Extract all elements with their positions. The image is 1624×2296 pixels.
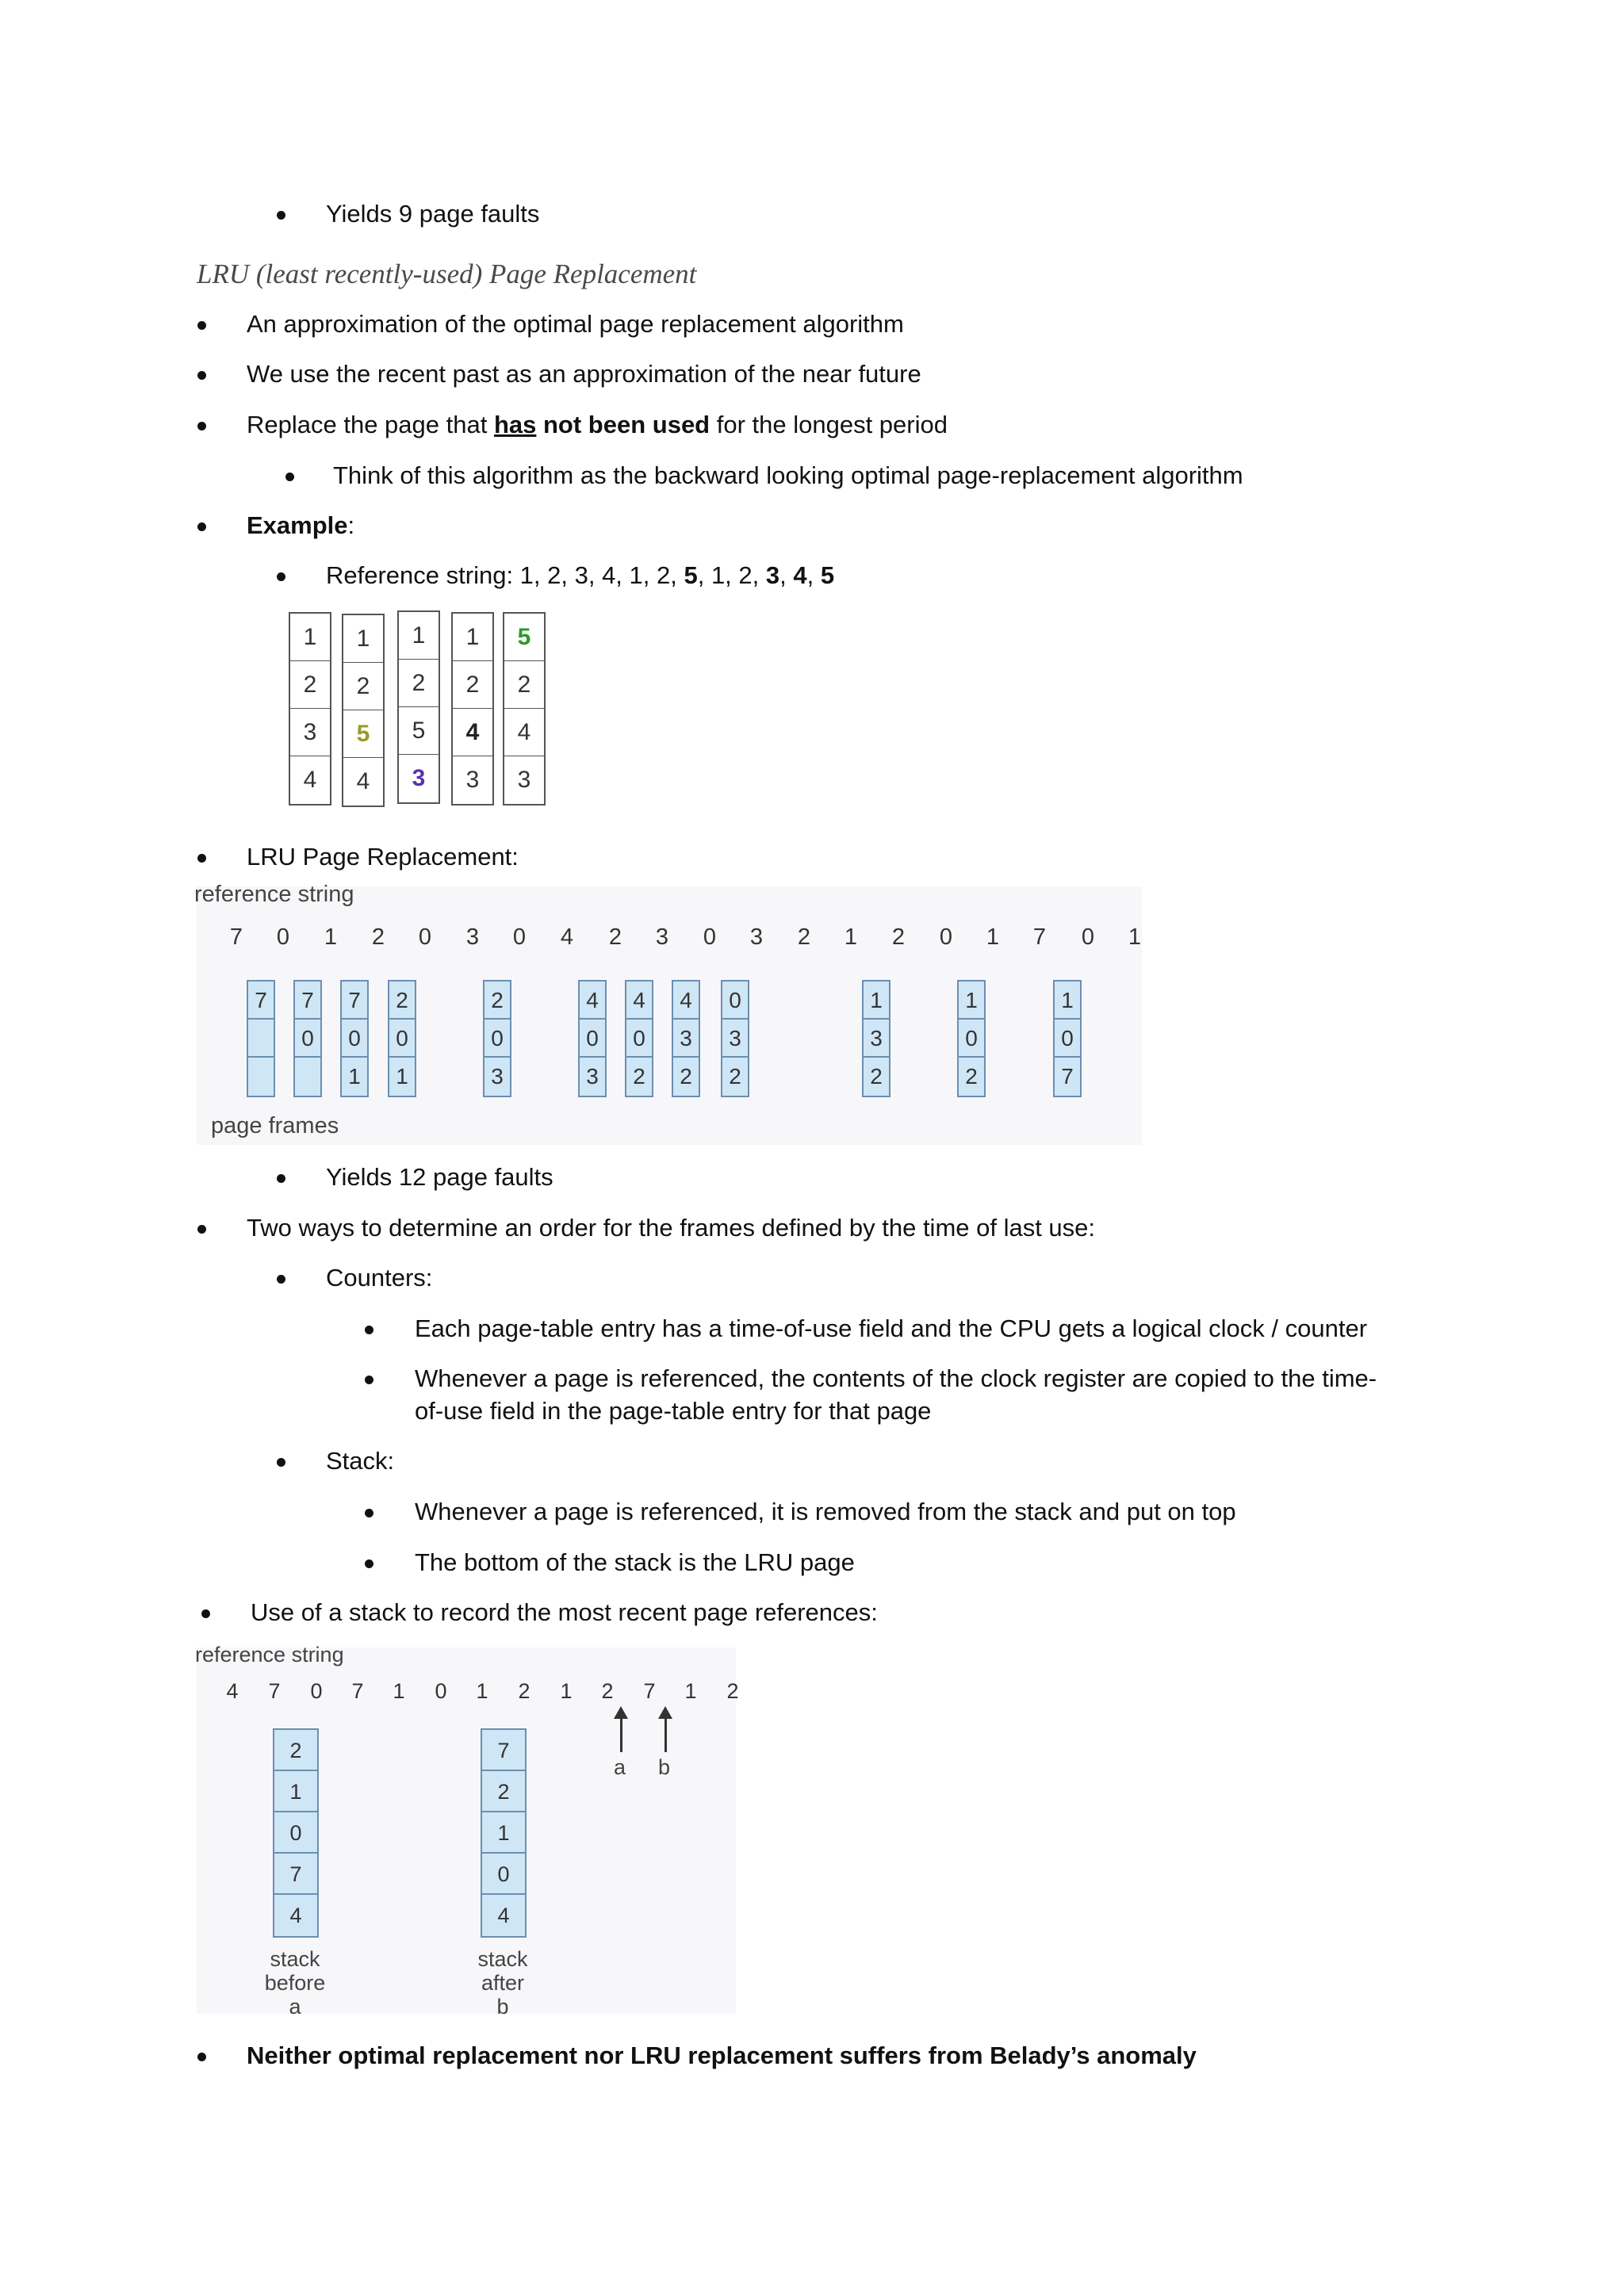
page-frame-cell: 3: [722, 1020, 748, 1058]
replace-not-used: not been used: [536, 411, 710, 438]
stack-cell: 1: [482, 1812, 525, 1854]
page-frame-cell: 7: [342, 982, 367, 1020]
stack-cell: 1: [274, 1771, 317, 1812]
reference-number: 2: [371, 924, 385, 950]
page-frame-column: [247, 980, 275, 1097]
counters-label: Counters:: [326, 1264, 433, 1292]
frame-cell: 2: [343, 663, 383, 710]
belady-text: Neither optimal replacement nor LRU replacement suffers from Belady’s anomaly: [247, 2042, 1197, 2069]
stack-reference-number: 4: [226, 1679, 239, 1703]
reference-number: 1: [324, 924, 338, 950]
ref-b1: 5: [684, 561, 698, 589]
caption-line: before: [264, 1971, 326, 1995]
page-frame-column: [862, 980, 891, 1097]
page-frame-cell: 2: [965, 1064, 978, 1089]
stack-reference-number: 7: [351, 1679, 364, 1703]
reference-number: 3: [465, 924, 480, 950]
frame-cell: 2: [290, 661, 330, 709]
stack-reference-number: 7: [643, 1679, 656, 1703]
page-frame-cell: 2: [729, 1064, 741, 1089]
page-frame-cell: 1: [959, 982, 984, 1020]
page-frame-column: [672, 980, 700, 1097]
reference-number: 0: [939, 924, 953, 950]
frame-cell: 4: [504, 709, 544, 756]
page-frame-cell: 1: [396, 1064, 408, 1089]
arrow-a-shaft: [620, 1717, 622, 1752]
page-frame-cell: 0: [722, 982, 748, 1020]
bullet-two-ways: Two ways to determine an order for the frames defined by the time of last use:: [247, 1214, 1096, 1242]
page-frame-cell: 4: [626, 982, 652, 1020]
page-frame-column: [483, 980, 511, 1097]
reference-string-line: [326, 560, 834, 591]
stack-reference-number: 1: [560, 1679, 573, 1703]
arrow-a-label: a: [614, 1755, 626, 1779]
ref-b3: 4: [793, 561, 807, 589]
page-frame-cell: 0: [626, 1020, 652, 1058]
bullet-dot: [277, 1458, 285, 1467]
frame-cell: 4: [453, 709, 492, 756]
reference-number: 2: [608, 924, 622, 950]
caption-line: stack: [477, 1947, 528, 1971]
page-frame-cell: [248, 1020, 274, 1058]
bullet-dot: [365, 1326, 373, 1334]
reference-number: 3: [655, 924, 669, 950]
page-frame-cell: 2: [633, 1064, 645, 1089]
page-frame-cell: [295, 1058, 320, 1096]
page-frame-column: [1053, 980, 1082, 1097]
bullet-dot: [277, 1174, 285, 1183]
stack-cell: 0: [274, 1812, 317, 1854]
stack-reference-number: 0: [310, 1679, 323, 1703]
reference-number: 4: [560, 924, 574, 950]
frame-cell: 1: [290, 614, 330, 661]
reference-number: 1: [844, 924, 858, 950]
frame-cell: 4: [303, 767, 317, 793]
bullet-use-stack: Use of a stack to record the most recent page references:: [251, 1598, 878, 1626]
bullet-dot: [197, 422, 206, 430]
frame-cell: 3: [412, 765, 426, 791]
page-frame-cell: 0: [342, 1020, 367, 1058]
caption-line: b: [496, 1995, 509, 2019]
stack-after-caption: [455, 1947, 550, 2019]
stack-after: [481, 1728, 527, 1938]
stack-reference-number: 7: [268, 1679, 281, 1703]
frame-cell: 3: [465, 767, 480, 793]
page-frame-cell: 3: [586, 1064, 599, 1089]
reference-number: 3: [749, 924, 764, 950]
counter-item: Whenever a page is referenced, the contents of the clock register are copied to the time-: [415, 1364, 1377, 1392]
bullet-dot: [197, 321, 206, 330]
bullet-dot: [201, 1609, 210, 1618]
stack-reference-number: 1: [393, 1679, 405, 1703]
yields-12-text: Yields 12 page faults: [326, 1163, 553, 1191]
page-frame-cell: 2: [870, 1064, 883, 1089]
reference-number: 7: [229, 924, 243, 950]
frame-cell: 2: [504, 661, 544, 709]
section-heading: LRU (least recently-used) Page Replacement: [197, 258, 697, 289]
caption-line: a: [289, 1995, 301, 2019]
page-frame-cell: 3: [491, 1064, 504, 1089]
page-frame-column: [957, 980, 986, 1097]
page-frame-column: [625, 980, 653, 1097]
bullet-dot: [277, 211, 285, 220]
ref-b2: 3: [765, 561, 780, 589]
arrow-b-label: b: [658, 1755, 671, 1779]
bullet-think: Think of this algorithm as the backward looking optimal page-replacement algorithm: [333, 461, 1243, 489]
example-column: [503, 612, 546, 806]
page-frame-cell: 3: [673, 1020, 699, 1058]
page-frame-cell: 2: [485, 982, 510, 1020]
reference-number: 2: [797, 924, 811, 950]
example-column: [342, 614, 385, 807]
page-frame-cell: 2: [389, 982, 415, 1020]
reference-number: 0: [418, 924, 432, 950]
bullet-dot: [365, 1509, 373, 1517]
example-colon: :: [347, 511, 355, 539]
page-frame-cell: 7: [248, 982, 274, 1020]
stack-reference-number: 1: [476, 1679, 488, 1703]
replace-has: has: [493, 411, 537, 438]
stack-reference-number: 2: [601, 1679, 614, 1703]
stack-item: Whenever a page is referenced, it is removed from the stack and put on top: [415, 1498, 1236, 1525]
bullet-dot: [277, 572, 285, 581]
stack-before: [273, 1728, 319, 1938]
reference-number: 0: [276, 924, 290, 950]
bullet-dot: [365, 1376, 373, 1384]
stack-cell: 4: [497, 1904, 510, 1927]
reference-string-caption: reference string: [194, 882, 354, 907]
ref-sep1: ,: [779, 561, 794, 589]
stack-cell: 0: [482, 1854, 525, 1895]
reference-number: 0: [1081, 924, 1095, 950]
ref-mid: , 1, 2,: [697, 561, 766, 589]
yields-9-text: Yields 9 page faults: [326, 200, 540, 228]
ref-prefix: Reference string: 1, 2, 3, 4, 1, 2,: [326, 561, 684, 589]
page-frame-column: [293, 980, 322, 1097]
bullet-example: [247, 510, 354, 541]
page-frame-cell: 0: [580, 1020, 605, 1058]
page-frame-column: [388, 980, 416, 1097]
frame-cell: 4: [356, 768, 370, 794]
bullet-dot: [197, 854, 206, 863]
stack-reference-number: 2: [518, 1679, 530, 1703]
page-frame-cell: 1: [348, 1064, 361, 1089]
ref-b4: 5: [820, 561, 835, 589]
page-frame-cell: 0: [485, 1020, 510, 1058]
page-frame-cell: 4: [580, 982, 605, 1020]
page-frame-cell: 0: [959, 1020, 984, 1058]
page-frame-column: [721, 980, 749, 1097]
page-frames-caption: page frames: [211, 1113, 339, 1138]
example-column: [289, 612, 331, 806]
replace-suffix: for the longest period: [710, 411, 948, 438]
stack-cell: 7: [274, 1854, 317, 1895]
stack-cell: 2: [482, 1771, 525, 1812]
frame-cell: 3: [290, 709, 330, 756]
page-frame-cell: 0: [389, 1020, 415, 1058]
stack-cell: 7: [482, 1730, 525, 1771]
bullet-dot: [277, 1275, 285, 1284]
reference-number: 7: [1032, 924, 1047, 950]
arrow-b-shaft: [665, 1717, 667, 1752]
reference-number: 1: [1128, 924, 1142, 950]
frame-cell: 5: [399, 707, 439, 755]
replace-prefix: Replace the page that: [247, 411, 494, 438]
stack-reference-number: 2: [726, 1679, 739, 1703]
example-column: [397, 610, 440, 804]
caption-line: after: [481, 1971, 525, 1995]
bullet-dot: [285, 473, 294, 481]
frame-cell: 5: [504, 614, 544, 661]
stack-reference-number: 0: [435, 1679, 447, 1703]
caption-line: stack: [270, 1947, 320, 1971]
stack-item: The bottom of the stack is the LRU page: [415, 1548, 855, 1576]
page-frame-column: [578, 980, 607, 1097]
stack-label: Stack:: [326, 1447, 395, 1475]
bullet-replace: [247, 409, 948, 441]
reference-number: 0: [512, 924, 527, 950]
page-frame-cell: 7: [295, 982, 320, 1020]
page-frame-cell: 4: [673, 982, 699, 1020]
page-frame-column: [340, 980, 369, 1097]
example-column: [451, 612, 494, 806]
bullet-dot: [197, 522, 206, 531]
page-frame-cell: 0: [1055, 1020, 1080, 1058]
page-frame-cell: 7: [1061, 1064, 1074, 1089]
page-frame-cell: 1: [864, 982, 889, 1020]
counter-item-continued: of-use field in the page-table entry for that page: [415, 1397, 932, 1425]
bullet-recent-past: We use the recent past as an approximation of the near future: [247, 360, 921, 388]
lru-label: LRU Page Replacement:: [247, 843, 519, 871]
stack-reference-number: 1: [684, 1679, 697, 1703]
stack-cell: 2: [274, 1730, 317, 1771]
frame-cell: 2: [399, 660, 439, 707]
stack-cell: 4: [289, 1904, 302, 1927]
reference-number: 1: [986, 924, 1000, 950]
belady-statement: [247, 2040, 1197, 2072]
frame-cell: 1: [399, 612, 439, 660]
stack-before-caption: [247, 1947, 343, 2019]
page-frame-cell: 0: [295, 1020, 320, 1058]
example-label: Example: [247, 511, 348, 539]
frame-cell: 1: [453, 614, 492, 661]
page-frame-cell: 1: [1055, 982, 1080, 1020]
bullet-dot: [197, 2053, 206, 2061]
frame-cell: 3: [517, 767, 531, 793]
bullet-dot: [197, 1225, 206, 1234]
frame-cell: 1: [343, 615, 383, 663]
counter-item: Each page-table entry has a time-of-use field and the CPU gets a logical clock / counter: [415, 1314, 1368, 1342]
frame-cell: 5: [343, 710, 383, 758]
reference-number: 0: [703, 924, 717, 950]
page-frame-cell: [248, 1058, 274, 1096]
ref-sep2: ,: [806, 561, 821, 589]
reference-number: 2: [891, 924, 906, 950]
bullet-approximation: An approximation of the optimal page replacement algorithm: [247, 310, 904, 338]
bullet-dot: [197, 371, 206, 380]
page-frame-cell: 2: [680, 1064, 692, 1089]
stack-reference-caption: reference string: [195, 1643, 344, 1667]
frame-cell: 2: [453, 661, 492, 709]
bullet-dot: [365, 1559, 373, 1568]
page-frame-cell: 3: [864, 1020, 889, 1058]
